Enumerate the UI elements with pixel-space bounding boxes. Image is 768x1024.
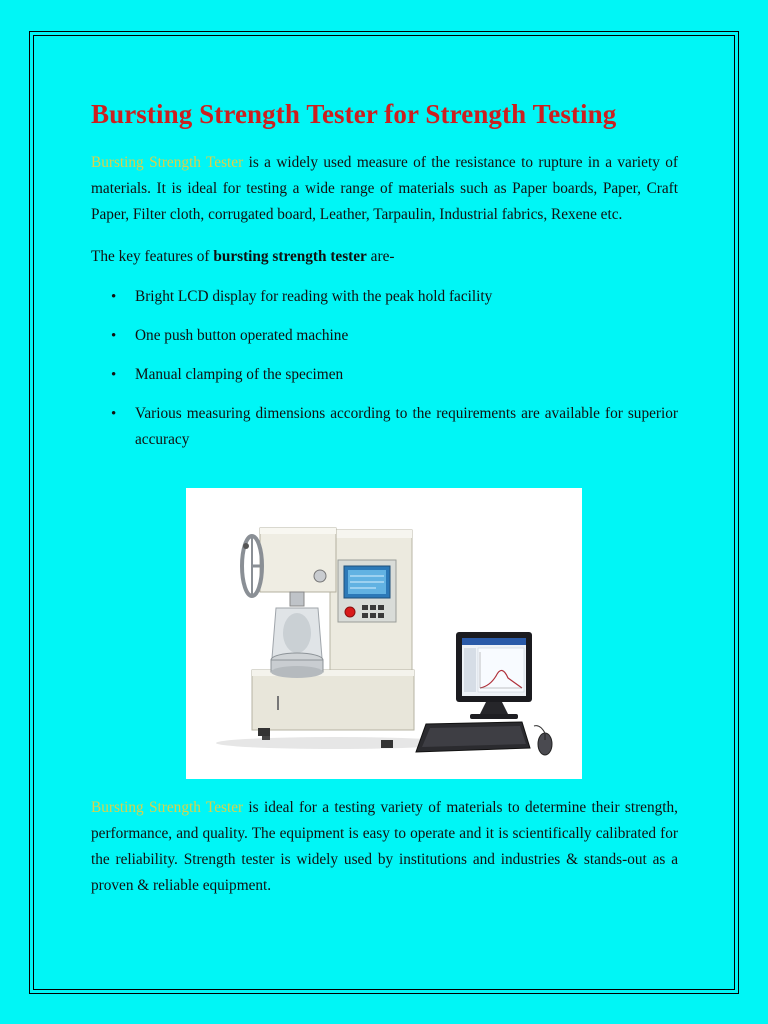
closing-paragraph xyxy=(91,795,678,899)
features-intro-before: The key features of xyxy=(91,248,214,265)
list-item xyxy=(91,362,678,388)
features-intro-after: are- xyxy=(366,248,395,265)
bullet-icon: • xyxy=(111,289,117,305)
document-body xyxy=(91,96,678,466)
bullet-icon: • xyxy=(111,328,117,344)
bursting-tester-illustration xyxy=(186,488,582,779)
feature-text: One push button operated machine xyxy=(135,327,349,344)
features-list xyxy=(91,284,678,453)
intro-paragraph xyxy=(91,150,678,228)
bullet-icon: • xyxy=(111,367,117,383)
list-item xyxy=(91,284,678,310)
intro-keyword-link[interactable]: Bursting Strength Tester xyxy=(91,154,244,171)
closing-text: is ideal for a testing variety of materials to determine their strength, performance, and quality. The equipment is easy to operate and it is scientifically calibrated for the reliability. Strength tester is widely used by institutions and industries & stands-out as a proven & reliable equipment. xyxy=(91,799,678,894)
feature-text: Bright LCD display for reading with the peak hold facility xyxy=(135,288,493,305)
feature-text: Manual clamping of the specimen xyxy=(135,366,344,383)
feature-text: Various measuring dimensions according to the requirements are available for superior accuracy xyxy=(135,405,678,448)
list-item xyxy=(91,323,678,349)
product-image xyxy=(186,488,582,779)
closing-keyword-link[interactable]: Bursting Strength Tester xyxy=(91,799,244,816)
bullet-icon: • xyxy=(111,406,117,422)
list-item xyxy=(91,401,678,453)
features-intro xyxy=(91,244,678,270)
document-title: Bursting Strength Tester for Strength Testing xyxy=(91,99,617,129)
intro-text: is a widely used measure of the resistance to rupture in a variety of materials. It is ideal for testing a wide range of materials such as Paper boards, Paper, Craft Paper, Filter cloth, corrugated board, Leather, Tarpaulin, Industrial fabrics, Rexene etc. xyxy=(91,154,679,223)
features-intro-bold: bursting strength tester xyxy=(213,248,367,265)
